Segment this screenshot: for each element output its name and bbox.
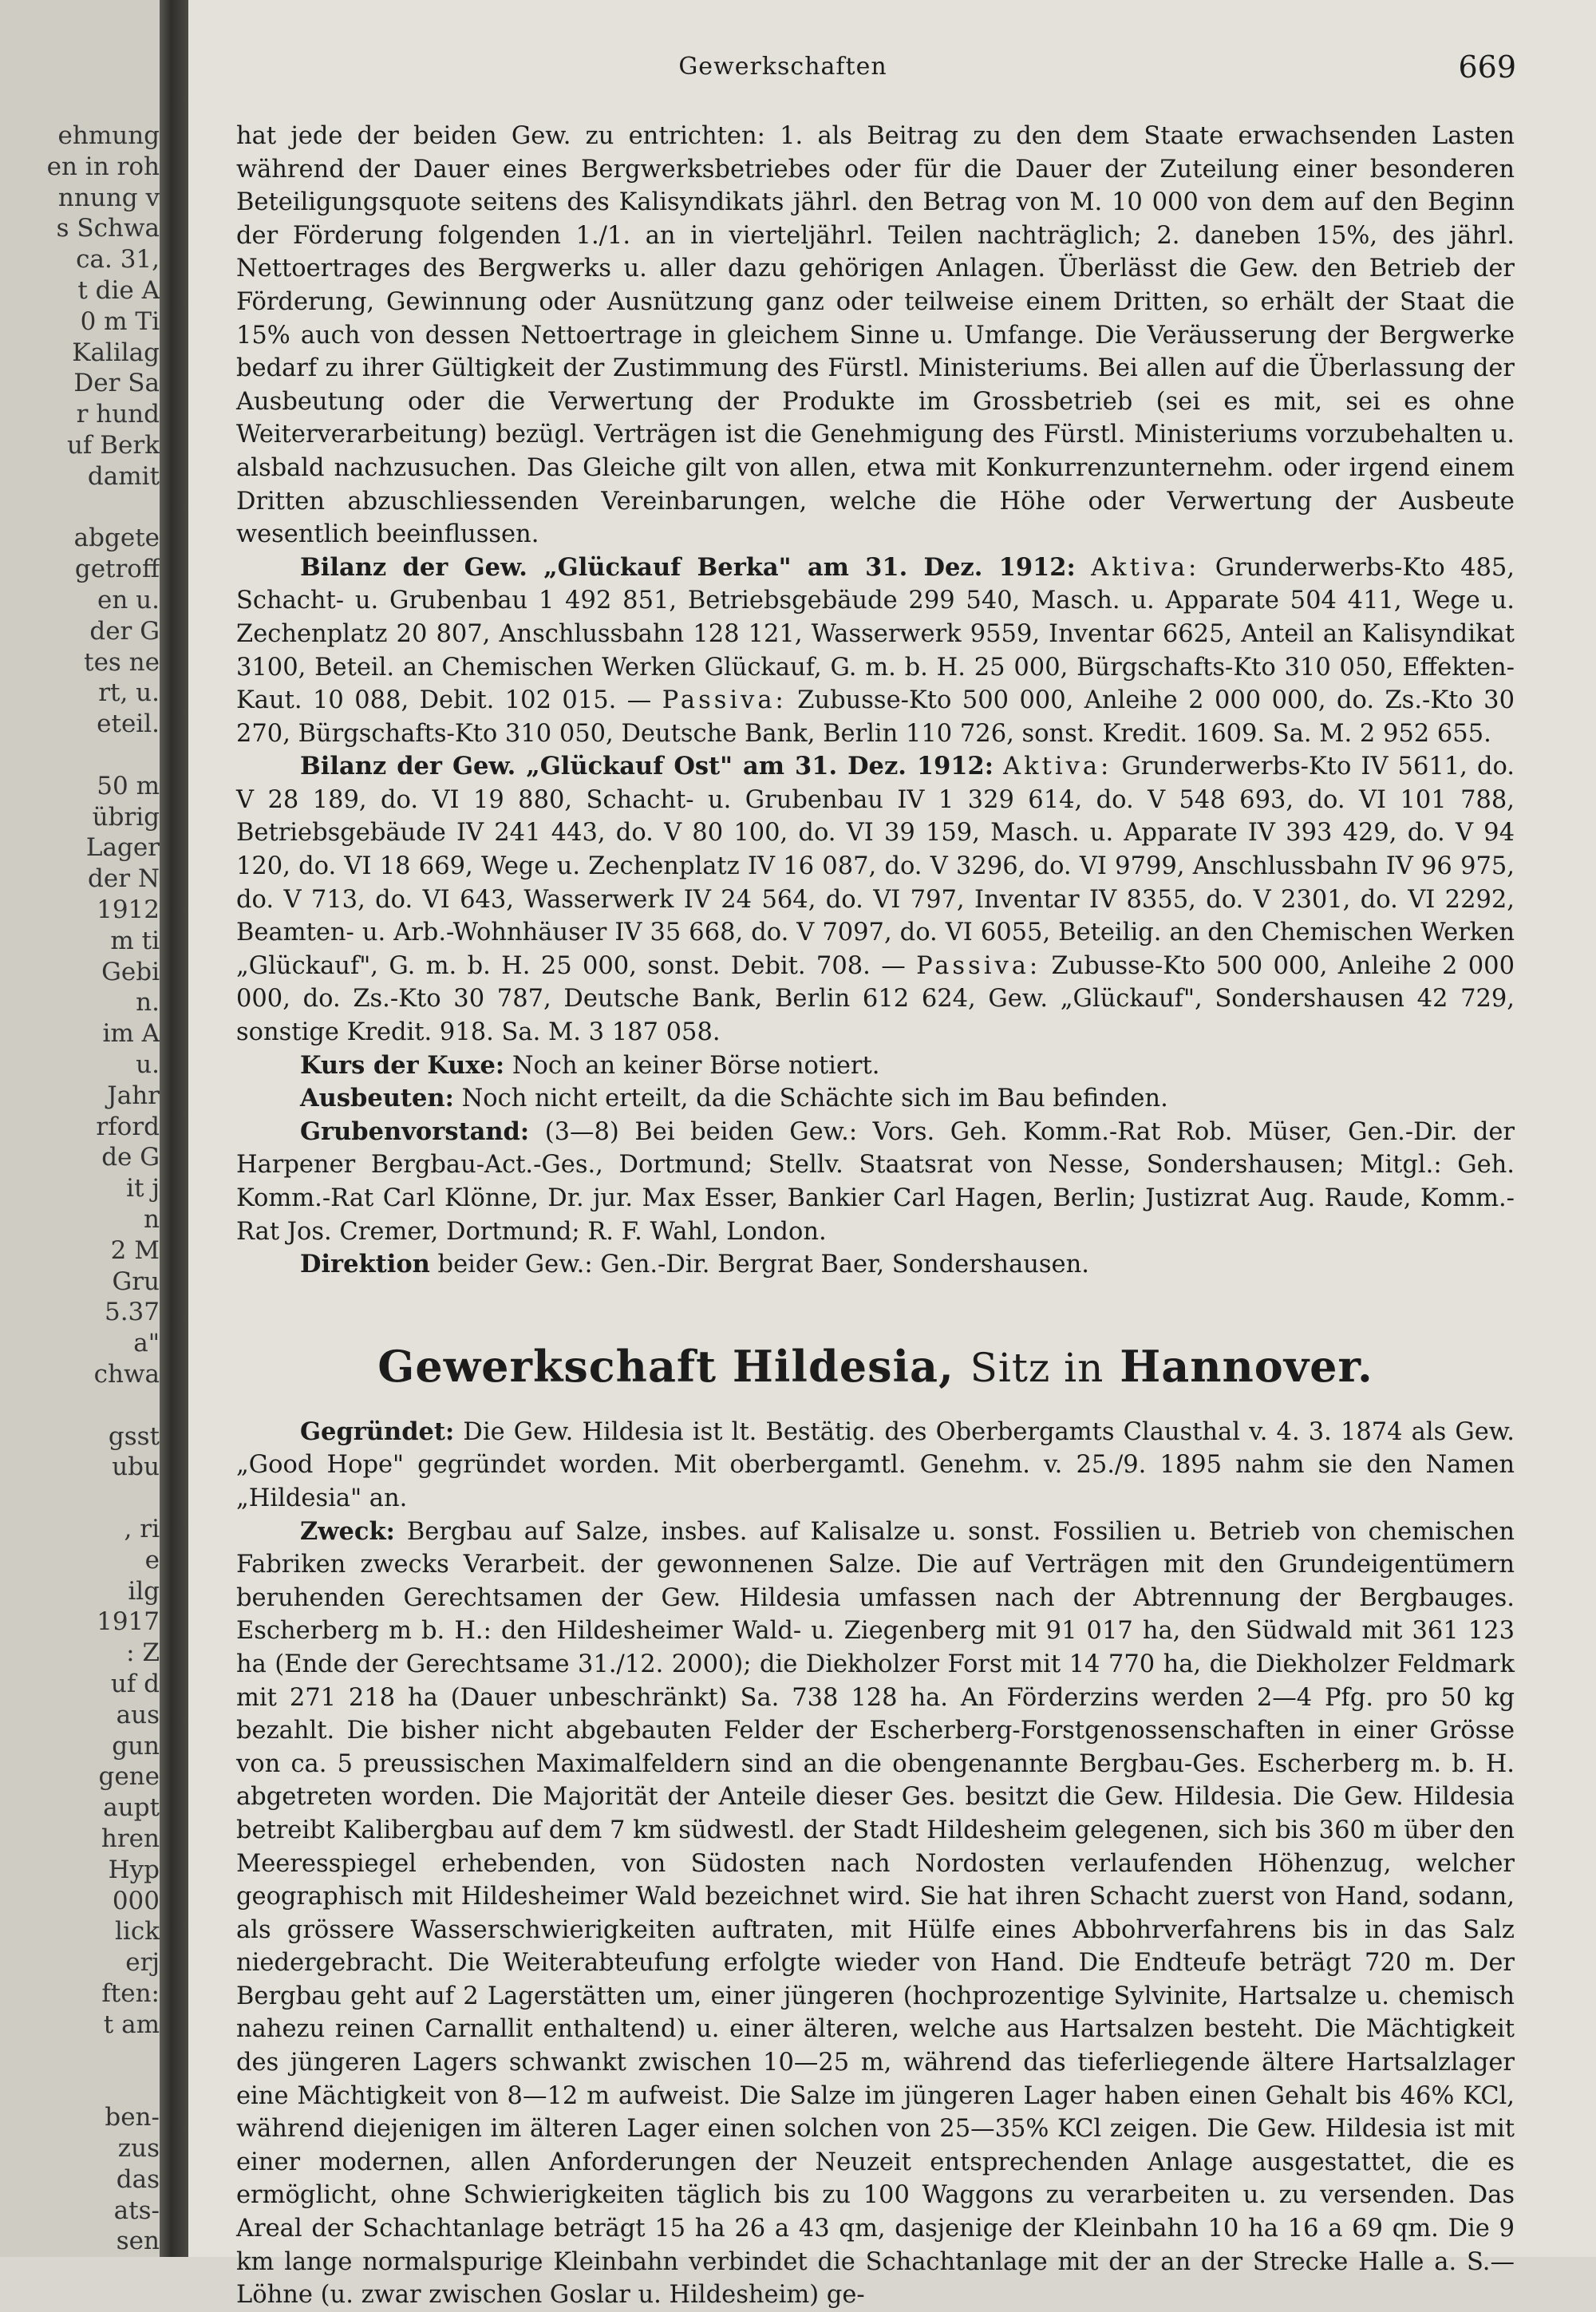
left-page-line: zus bbox=[117, 2134, 160, 2163]
bilanz-berka-passiva: Zubusse-Kto 500 000, Anleihe 2 000 000, do. Zs.-Kto 30 270, Bürgschafts-Kto 310 050, Deutsche Bank, Berlin 110 726, sonst. Kredit. 1609. Sa. M. 2 952 655. bbox=[236, 686, 1515, 748]
left-page-line: n bbox=[144, 1205, 160, 1234]
zweck-text: Bergbau auf Salze, insbes. auf Kalisalze u. sonst. Fossilien u. Betrieb von chemischen Fabriken zwecks Verarbeit. der gewonnenen Salze. Die auf Verträgen mit den Grundeigentümern beruhenden Gerechtsamen der Gew. Hildesia umfassen nach der Abtrennung der Bergbauges. Escherberg m b. H.: den Hildesheimer Wald- u. Ziegenberg mit 91 017 ha, den Südwald mit 361 123 ha (Ende der Gerechtsame 31./12. 2000); die Diekholzer Forst mit 14 770 ha, die Diekholzer Feldmark mit 271 218 ha (Dauer unbeschränkt) Sa. 738 128 ha. An Förderzins werden 2—4 Pfg. pro 50 kg bezahlt. Die bisher nicht abgebauten Felder der Escherberg-Forstgenossenschaften in einer Grösse von ca. 5 preussischen Maximalfeldern sind an die obengenannte Bergbau-Ges. Escherberg m. b. H. abgetreten worden. Die Majorität der Anteile dieser Ges. besitzt die Gew. Hildesia. Die Gew. Hildesia betreibt Kalibergbau auf dem 7 km südwestl. der Stadt Hildesheim gelegenen, sich bis 360 m über den Meeresspiegel erhebenden, von Südosten nach Nordosten verlaufenden Höhenzug, welcher geographisch mit Hildesheimer Wald bezeichnet wird. Sie hat ihren Schacht zuerst von Hand, sodann, als grössere Wasserschwierigkeiten auftraten, mit Hülfe eines Abbohrverfahrens bis in das Salz niedergebracht. Die Weiterabteufung erfolgte wieder von Hand. Die Endteufe beträgt 720 m. Der Bergbau geht auf 2 Lagerstätten um, einer jüngeren (hochprozentige Sylvinite, Hartsalze u. chemisch nahezu reinen Carnallit enthaltend) u. einer älteren, welche aus Hartsalzen besteht. Die Mächtigkeit des jüngeren Lagers schwankt zwischen 10—25 m, während das tieferliegende ältere Hartsalzlager eine Mächtigkeit von 8—12 m aufweist. Die Salze im jüngeren Lager haben einen Gehalt bis 46% KCl, während diejenigen im älteren Lager einen solchen von 25—35% KCl zeigen. Die Gew. Hildesia ist mit einer modernen, allen Anforderungen der Neuzeit entsprechenden Anlage ausgestattet, die es ermöglicht, ohne Schwierigkeiten täglich bis zu 100 Waggons zu verarbeiten u. zu versenden. Das Areal der Schachtanlage beträgt 15 ha 26 a 43 qm, dasjenige der Kleinbahn 10 ha 16 a 69 qm. Die 9 km lange normalspurige Kleinbahn verbindet die Schachtanlage mit der an der Strecke Halle a. S.—Löhne (u. zwar zwischen Goslar u. Hildesheim) ge- bbox=[236, 1517, 1515, 2310]
left-page-line: 2 M bbox=[110, 1235, 160, 1265]
left-page-line: ubu bbox=[112, 1452, 160, 1482]
left-page-line: aupt bbox=[103, 1793, 160, 1823]
page-body bbox=[236, 120, 1515, 2312]
left-page-line: 0 m Ti bbox=[80, 306, 160, 336]
left-page-line: 50 m bbox=[97, 771, 160, 800]
aktiva-label: Aktiva: bbox=[1091, 553, 1200, 582]
paragraph-ausbeuten bbox=[236, 1082, 1515, 1116]
book-page bbox=[188, 0, 1596, 2310]
left-page-line: Der Sa bbox=[73, 369, 160, 398]
left-page-line: ften: bbox=[101, 1979, 160, 2008]
section-heading bbox=[236, 1341, 1515, 1393]
left-page-line: Jahr bbox=[107, 1081, 160, 1110]
paragraph-bilanz-berka bbox=[236, 551, 1515, 751]
left-page-line: chwa bbox=[93, 1360, 160, 1389]
left-page-line: t am bbox=[103, 2010, 160, 2039]
paragraph-kurs bbox=[236, 1049, 1515, 1083]
bilanz-ost-aktiva: Grunderwerbs-Kto IV 5611, do. V 28 189, do. VI 19 880, Schacht- u. Grubenbau IV 1 329 614, do. V 548 693, do. VI 101 788, Betriebsgebäude IV 241 443, do. V 80 100, do. VI 39 159, Masch. u. Apparate IV 393 429, do. V 94 120, do. VI 18 669, Wege u. Zechenplatz IV 16 087, do. V 3296, do. VI 9799, Anschlussbahn IV 96 975, do. V 713, do. VI 643, Wasserwerk IV 24 564, do. VI 797, Inventar IV 8355, do. V 2301, do. VI 2292, Beamten- u. Arb.-Wohnhäuser IV 35 668, do. V 7097, do. VI 6055, Beteilig. an den Chemischen Werken „Glückauf", G. m. b. H. 25 000, sonst. Debit. 708. — bbox=[236, 753, 1515, 980]
left-page-line: der N bbox=[88, 864, 160, 894]
left-page-line: s Schwa bbox=[56, 214, 160, 243]
left-page-line: : Z bbox=[126, 1638, 160, 1668]
paragraph-bilanz-ost bbox=[236, 750, 1515, 1049]
left-page-line: nnung v bbox=[57, 183, 160, 212]
left-page-line: u. bbox=[136, 1050, 160, 1079]
heading-city: Hannover. bbox=[1120, 1340, 1373, 1392]
left-page-line: gene bbox=[98, 1762, 160, 1792]
left-page-line: der G bbox=[89, 616, 160, 646]
left-page-fragment bbox=[0, 0, 160, 2257]
paragraph-gegruendet bbox=[236, 1416, 1515, 1516]
left-page-line: gun bbox=[112, 1731, 160, 1761]
grubenvorstand-text: (3—8) Bei beiden Gew.: Vors. Geh. Komm.-Rat Rob. Müser, Gen.-Dir. der Harpener Bergbau-Act.-Ges., Dortmund; Stellv. Staatsrat von Nesse, Sondershausen; Mitgl.: Geh. Komm.-Rat Carl Klönne, Dr. jur. Max Esser, Bankier Carl Hagen, Berlin; Justizrat Aug. Raude, Komm.-Rat Jos. Cremer, Dortmund; R. F. Wahl, London. bbox=[236, 1117, 1515, 1246]
paragraph-text: hat jede der beiden Gew. zu entrichten: 1. als Beitrag zu den dem Staate erwachsenden Lasten während der Dauer eines Bergwerksbetriebes oder für die Dauer der Zuteilung einer besonderen Beteiligungsquote seitens des Kalisyndikats jährl. den Betrag von M. 10 000 von dem auf den Beginn der Förderung folgenden 1./1. an in vierteljährl. Teilen nachträglich; 2. daneben 15%, des jährl. Nettoertrages des Bergwerks u. aller dazu gehörigen Anlagen. Überlässt die Gew. den Betrieb der Förderung, Gewinnung oder Ausnützung ganz oder teilweise einem Dritten, so erhält der Staat die 15% auch von dessen Nettoertrage in gleichem Sinne u. Umfange. Die Veräusserung der Bergwerke bedarf zu ihrer Gültigkeit der Zustimmung des Fürstl. Ministeriums. Bei allen auf die Überlassung der Ausbeutung oder die Verwertung der Produkte im Grossbetrieb (sei es mit, sei es ohne Weiterverarbeitung) bezügl. Verträgen ist die Genehmigung des Fürstl. Ministeriums vorzubehalten u. alsbald nachzusuchen. Das Gleiche gilt von allen, etwa mit Konkurrenzunternehm. oder irgend einem Dritten abzuschliessenden Vereinbarungen, welche die Höhe oder Verwertung der Ausbeute wesentlich beeinflussen. bbox=[236, 122, 1515, 549]
left-page-line: t die A bbox=[77, 276, 160, 305]
kurs-text: Noch an keiner Börse notiert. bbox=[512, 1051, 880, 1080]
left-page-line: übrig bbox=[92, 802, 160, 832]
left-page-line: uf d bbox=[110, 1670, 160, 1698]
left-page-line: rford bbox=[96, 1112, 160, 1141]
left-page-line: eteil. bbox=[97, 709, 160, 739]
direktion-text: beider Gew.: Gen.-Dir. Bergrat Baer, Sondershausen. bbox=[437, 1251, 1089, 1279]
left-page-line: Gru bbox=[112, 1267, 160, 1296]
left-page-line: abgete bbox=[73, 524, 160, 553]
bilanz-berka-aktiva: Grunderwerbs-Kto 485, Schacht- u. Grubenbau 1 492 851, Betriebsgebäude 299 540, Masch. u. Apparate 504 411, Wege u. Zechenplatz 20 807, Anschlussbahn 128 121, Wasserwerk 9559, Inventar 6625, Anteil an Kalisyndikat 3100, Beteil. an Chemischen Werken Glückauf, G. m. b. H. 25 000, Bürgschafts-Kto 310 050, Effekten-Kaut. 10 088, Debit. 102 015. — bbox=[236, 553, 1515, 715]
left-page-line: 000 bbox=[112, 1886, 160, 1915]
left-page-line: 5.37 bbox=[104, 1298, 160, 1327]
book-gutter bbox=[160, 0, 188, 2257]
ausbeuten-text: Noch nicht erteilt, da die Schächte sich im Bau befinden. bbox=[461, 1085, 1168, 1113]
left-page-line: tes ne bbox=[84, 647, 160, 677]
heading-company: Gewerkschaft Hildesia, bbox=[377, 1340, 954, 1392]
left-page-line: de G bbox=[101, 1143, 160, 1172]
left-page-line: sen bbox=[116, 2227, 160, 2256]
lead-ausbeuten: Ausbeuten: bbox=[300, 1084, 454, 1113]
left-page-line: hren bbox=[101, 1824, 160, 1853]
passiva-label: Passiva: bbox=[662, 686, 787, 715]
lead-grubenvorstand: Grubenvorstand: bbox=[300, 1116, 530, 1146]
aktiva-label: Aktiva: bbox=[1003, 753, 1112, 781]
lead-bilanz-berka: Bilanz der Gew. „Glückauf Berka" am 31. Dez. 1912: bbox=[300, 552, 1076, 582]
left-page-line: gsst bbox=[108, 1421, 160, 1451]
left-page-line: das bbox=[116, 2164, 160, 2194]
left-page-line: n. bbox=[136, 988, 160, 1018]
left-page-line: erj bbox=[125, 1948, 160, 1978]
left-page-line: Hyp bbox=[108, 1855, 160, 1884]
left-page-line: lick bbox=[115, 1917, 160, 1946]
left-page-line: ca. 31, bbox=[76, 245, 160, 275]
left-page-line: en u. bbox=[97, 586, 160, 615]
left-page-line: 1917 bbox=[97, 1607, 160, 1637]
lead-direktion: Direktion bbox=[300, 1250, 430, 1279]
left-page-line: m ti bbox=[110, 926, 160, 955]
left-page-line: , ri bbox=[124, 1515, 160, 1543]
left-page-line: Kalilag bbox=[72, 338, 160, 367]
left-page-line: Lager bbox=[85, 833, 160, 863]
left-page-line: uf Berk bbox=[66, 431, 160, 460]
lead-bilanz-ost: Bilanz der Gew. „Glückauf Ost" am 31. Dez. 1912: bbox=[300, 752, 994, 781]
paragraph-opening bbox=[236, 120, 1515, 551]
left-page-line: damit bbox=[87, 461, 160, 491]
left-page-line: im A bbox=[102, 1019, 160, 1049]
left-page-line: rt, u. bbox=[98, 678, 160, 708]
left-page-line: getroff bbox=[74, 555, 160, 584]
left-page-line: ats- bbox=[113, 2195, 160, 2225]
running-head bbox=[188, 49, 1596, 89]
lead-zweck: Zweck: bbox=[300, 1516, 395, 1546]
left-page-line: r hund bbox=[76, 400, 160, 429]
paragraph-grubenvorstand bbox=[236, 1116, 1515, 1248]
left-page-line: it j bbox=[126, 1174, 160, 1203]
left-page-line: ilg bbox=[128, 1576, 160, 1606]
bilanz-ost-passiva: Zubusse-Kto 500 000, Anleihe 2 000 000, do. Zs.-Kto 30 787, Deutsche Bank, Berlin 612 624, Gew. „Glückauf", Sondershausen 42 729, sonstige Kredit. 918. Sa. M. 3 187 058. bbox=[236, 951, 1515, 1047]
left-page-line: Gebi bbox=[101, 957, 160, 986]
paragraph-zweck bbox=[236, 1516, 1515, 2312]
lead-kurs: Kurs der Kuxe: bbox=[300, 1050, 505, 1080]
left-page-line: aus bbox=[116, 1700, 160, 1729]
heading-sitz: Sitz in bbox=[970, 1344, 1104, 1391]
left-page-line: en in roh bbox=[46, 152, 160, 181]
left-page-line: e bbox=[144, 1545, 160, 1575]
lead-gegruendet: Gegründet: bbox=[300, 1417, 455, 1446]
passiva-label: Passiva: bbox=[916, 951, 1041, 980]
gegruendet-text: Die Gew. Hildesia ist lt. Bestätig. des Oberbergamts Clausthal v. 4. 3. 1874 als Gew. „Good Hope" gegründet worden. Mit oberbergamtl. Genehm. v. 25./9. 1895 nahm sie den Namen „Hildesia" an. bbox=[236, 1417, 1515, 1512]
left-page-line: ben- bbox=[105, 2103, 160, 2132]
page-number: 669 bbox=[1458, 49, 1516, 85]
left-page-line: ehmung bbox=[57, 121, 160, 150]
left-page-line: a" bbox=[133, 1329, 160, 1358]
left-page-line: 1912 bbox=[97, 895, 160, 924]
running-title: Gewerkschaften bbox=[678, 53, 887, 81]
paragraph-direktion bbox=[236, 1248, 1515, 1282]
